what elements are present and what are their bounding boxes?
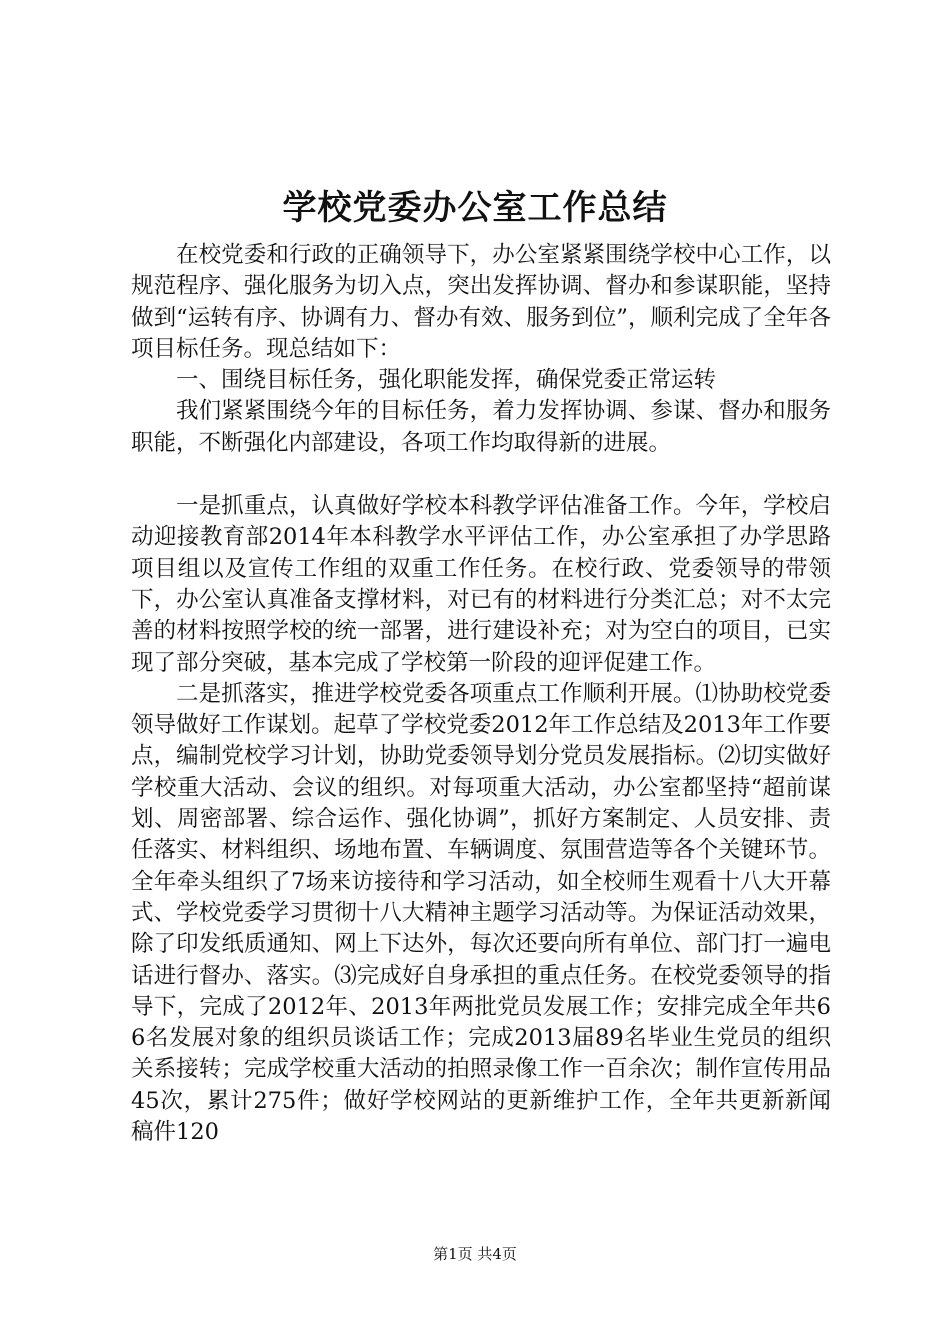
intro-paragraph: 在校党委和行政的正确领导下，办公室紧紧围绕学校中心工作，以规范程序、强化服务为切入点，突出发挥协调、督办和参谋职能，坚持做到“运转有序、协调有力、督办有效、服务到位”，顺利完成了全年各项目标任务。现总结如下： [131,242,831,362]
body-paragraph-implementation: 二是抓落实，推进学校党委各项重点工作顺利开展。⑴协助校党委领导做好工作谋划。起草了学校党委2012年工作总结及2013年工作要点，编制党校学习计划，协助党委领导划分党员发展指标。⑵切实做好学校重大活动、会议的组织。对每项重大活动，办公室都坚持“超前谋划、周密部署、综合运作、强化协调”，抓好方案制定、人员安排、责任落实、材料组织、场地布置、车辆调度、氛围营造等各个关键环节。全年牵头组织了7场来访接待和学习活动，如全校师生观看十八大开幕式、学校党委学习贯彻十八大精神主题学习活动等。为保证活动效果，除了印发纸质通知、网上下达外，每次还要向所有单位、部门打一遍电话进行督办、落实。⑶完成好自身承担的重点任务。在校党委领导的指导下，完成了2012年、2013年两批党员发展工作；安排完成全年共66名发展对象的组织员谈话工作；完成2013届89名毕业生党员的组织关系接转；完成学校重大活动的拍照录像工作一百余次；制作宣传用品45次，累计275件；做好学校网站的更新维护工作，全年共更新新闻稿件120 [131,680,831,1146]
section-summary-paragraph: 我们紧紧围绕今年的目标任务，着力发挥协调、参谋、督办和服务职能，不断强化内部建设，各项工作均取得新的进展。 [131,398,831,456]
page-indicator: 第1页 共4页 [433,1245,517,1263]
document-body [131,240,831,1148]
body-paragraph-priority: 一是抓重点，认真做好学校本科教学评估准备工作。今年，学校启动迎接教育部2014年本科教学水平评估工作，办公室承担了办学思路项目组以及宣传工作组的双重工作任务。在校行政、党委领导的带领下，办公室认真准备支撑材料，对已有的材料进行分类汇总；对不太完善的材料按照学校的统一部署，进行建设补充；对为空白的项目，已实现了部分突破，基本完成了学校第一阶段的迎评促建工作。 [131,493,831,676]
section-heading: 一、围绕目标任务，强化职能发挥，确保党委正常运转 [176,367,717,394]
document-title: 学校党委办公室工作总结 [282,188,668,228]
